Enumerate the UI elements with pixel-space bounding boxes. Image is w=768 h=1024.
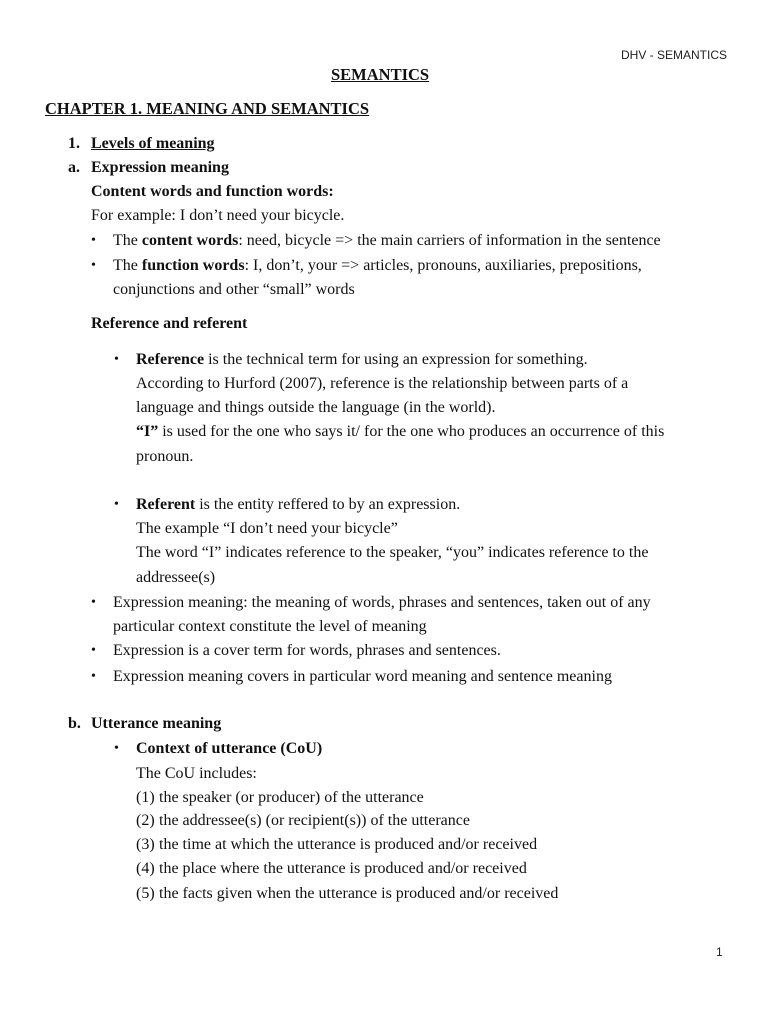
content-function-heading: Content words and function words: xyxy=(91,183,334,200)
running-header: DHV - SEMANTICS xyxy=(621,48,728,62)
reference-definition xyxy=(136,352,588,368)
reference-line: pronoun. xyxy=(136,448,194,465)
term-referent: Referent xyxy=(136,496,196,513)
text-segment: is used for the one who says it/ for the one who produces an occurrence of this xyxy=(158,423,665,440)
list-item-text: the place where the utterance is produced and/or received xyxy=(159,860,527,877)
term-reference: Reference xyxy=(136,351,205,368)
list-item-text: the time at which the utterance is produced and/or received xyxy=(159,836,538,853)
reference-line: According to Hurford (2007), reference is the relationship between parts of a xyxy=(136,375,629,392)
bullet-icon: • xyxy=(114,352,119,367)
bullet-icon: • xyxy=(91,258,96,273)
referent-definition xyxy=(136,497,460,513)
bullet-icon: • xyxy=(91,669,96,684)
subsection-letter-a: a. xyxy=(68,159,80,176)
page-number: 1 xyxy=(716,945,723,959)
reference-line xyxy=(136,424,664,440)
subsection-letter-b: b. xyxy=(68,715,81,732)
list-item-expression-meaning: Expression meaning: the meaning of words, phrases and sentences, taken out of any xyxy=(113,594,651,611)
text-segment: is the technical term for using an expression for something. xyxy=(204,351,588,368)
text-segment: is the entity reffered to by an expression. xyxy=(195,496,461,513)
text-segment: The xyxy=(113,257,142,274)
list-item-number: (1) xyxy=(136,789,155,806)
list-item-text: the speaker (or producer) of the utterance xyxy=(159,789,424,806)
term-content-words: content words xyxy=(141,232,239,249)
bullet-icon: • xyxy=(91,233,96,248)
bullet-icon: • xyxy=(91,643,96,658)
list-item-cover-term: Expression is a cover term for words, phrases and sentences. xyxy=(113,642,501,659)
cou-heading: Context of utterance (CoU) xyxy=(136,740,323,757)
document-title: SEMANTICS xyxy=(331,65,430,84)
list-item-number: (2) xyxy=(136,812,155,829)
subsection-heading-expression-meaning: Expression meaning xyxy=(91,159,229,176)
list-item-expression-meaning-cont: particular context constitute the level of meaning xyxy=(113,618,427,635)
text-segment: : need, bicycle => the main carriers of information in the sentence xyxy=(238,232,661,249)
term-function-words: function words xyxy=(141,257,245,274)
term-i: “I” xyxy=(136,423,159,440)
section-heading: Levels of meaning xyxy=(91,135,215,152)
bullet-icon: • xyxy=(114,497,119,512)
list-item-covers: Expression meaning covers in particular word meaning and sentence meaning xyxy=(113,668,612,685)
list-item-function-words xyxy=(113,258,642,274)
list-item-content-words xyxy=(113,233,661,249)
reference-line: language and things outside the language (in the world). xyxy=(136,399,496,416)
bullet-icon: • xyxy=(91,595,96,610)
chapter-heading: CHAPTER 1. MEANING AND SEMANTICS xyxy=(45,99,370,118)
list-item-text: the facts given when the utterance is produced and/or received xyxy=(159,885,559,902)
text-segment: : I, don’t, your => articles, pronouns, auxiliaries, prepositions, xyxy=(244,257,642,274)
cou-intro: The CoU includes: xyxy=(136,765,257,782)
referent-line: addressee(s) xyxy=(136,569,216,586)
text-segment: The xyxy=(113,232,142,249)
section-number: 1. xyxy=(68,135,80,152)
list-item-number: (3) xyxy=(136,836,155,853)
list-item-number: (4) xyxy=(136,860,155,877)
list-item-number: (5) xyxy=(136,885,155,902)
referent-line: The word “I” indicates reference to the speaker, “you” indicates reference to the xyxy=(136,544,649,561)
list-item-function-words-cont: conjunctions and other “small” words xyxy=(113,281,355,298)
referent-line: The example “I don’t need your bicycle” xyxy=(136,520,398,537)
bullet-icon: • xyxy=(114,741,119,756)
example-sentence: For example: I don’t need your bicycle. xyxy=(91,207,345,224)
subsection-heading-utterance-meaning: Utterance meaning xyxy=(91,715,222,732)
reference-referent-heading: Reference and referent xyxy=(91,315,248,332)
list-item-text: the addressee(s) (or recipient(s)) of the utterance xyxy=(159,812,470,829)
